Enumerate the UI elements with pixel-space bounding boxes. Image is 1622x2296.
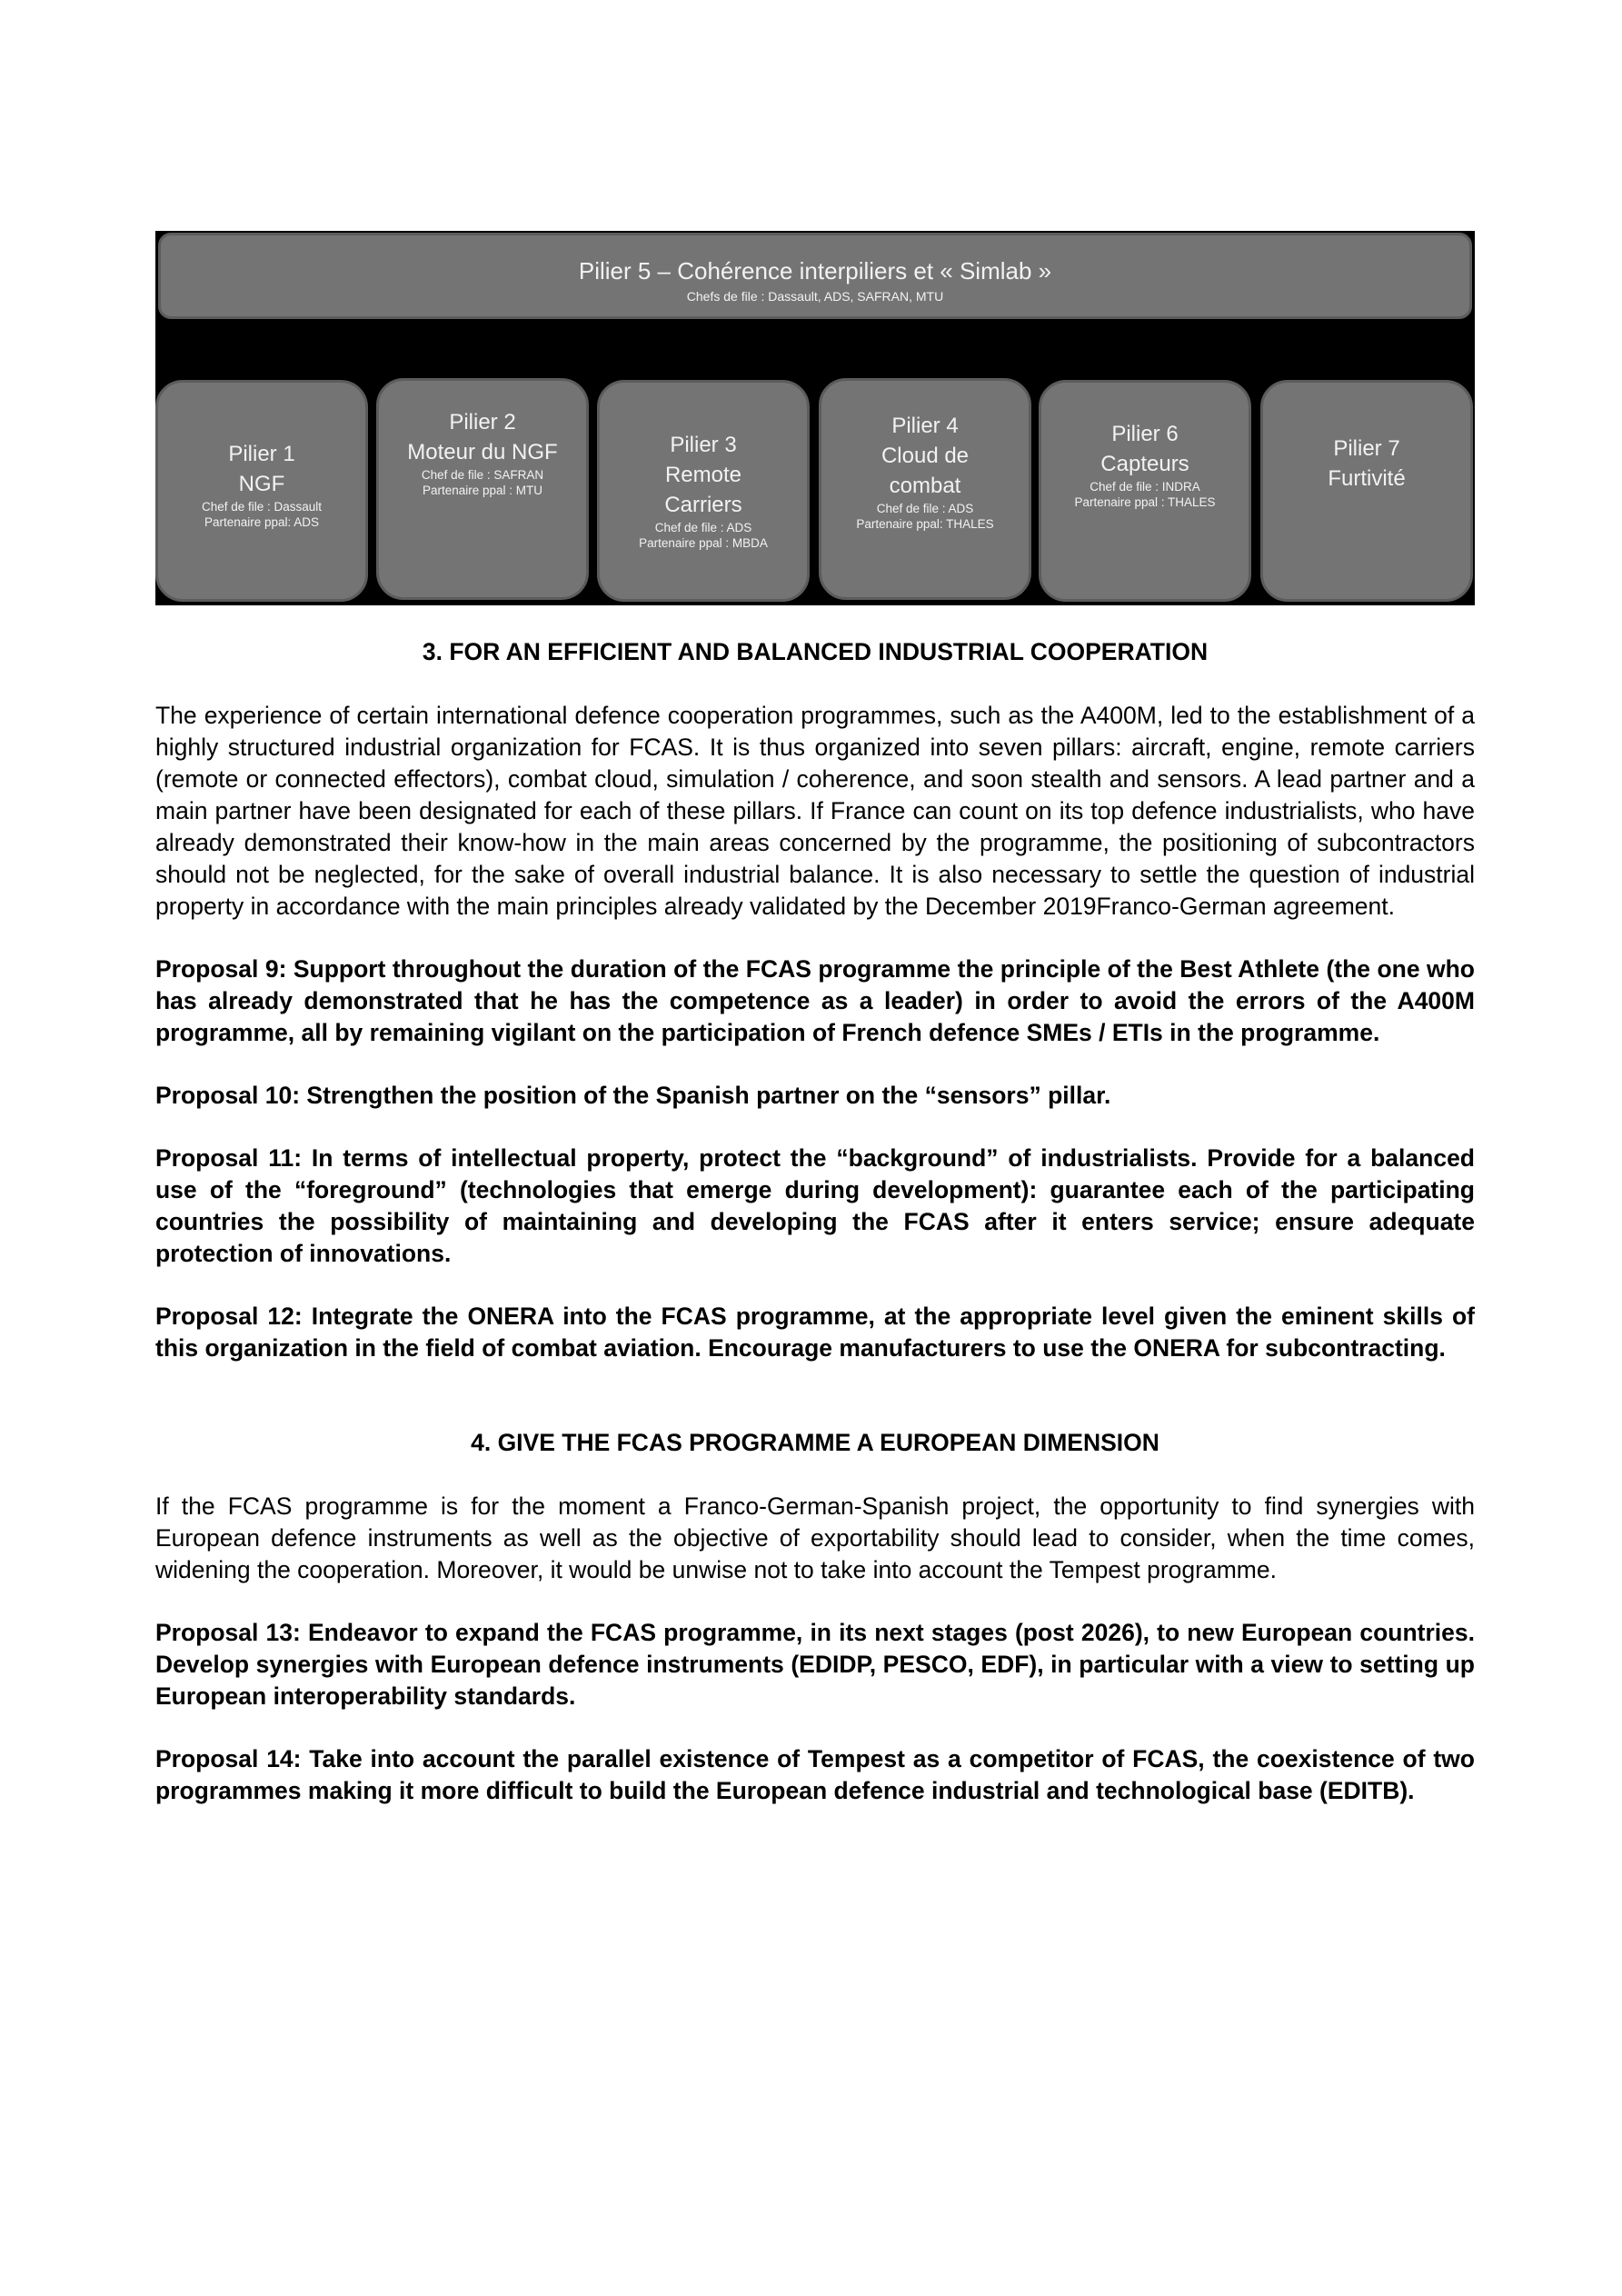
pillar-3-partner: Partenaire ppal : MBDA <box>639 535 768 550</box>
pillar-6-partner: Partenaire ppal : THALES <box>1074 495 1216 509</box>
pillar-6-lead: Chef de file : INDRA <box>1090 480 1200 494</box>
section-3-heading: 3. FOR AN EFFICIENT AND BALANCED INDUSTRIAL COOPERATION <box>422 638 1209 665</box>
pillar-1-label: Pilier 1 <box>228 442 295 466</box>
pillar-2-lead: Chef de file : SAFRAN <box>421 468 544 482</box>
pillar-3-label: Pilier 3 <box>670 432 737 457</box>
pillar-5-title: Pilier 5 – Cohérence interpiliers et « Simlab » <box>578 257 1052 285</box>
pillar-7-name: Furtivité <box>1328 466 1406 491</box>
pillar-5-banner <box>158 233 1472 319</box>
document-body <box>155 636 1475 1807</box>
pillar-1-partner: Partenaire ppal: ADS <box>204 515 320 529</box>
section-3-body: The experience of certain international defence cooperation programmes, such as the A400M, led to the establishment of a highly structured industrial organization for FCAS. It is thus organized into seven pillars: aircraft, engine, remote carriers (remote or connected effectors), combat cloud, simulation / coherence, and soon stealth and sensors. A lead partner and a main partner have been designated for each of these pillars. If France can count on its top defence industrialists, who have already demonstrated their know-how in the main areas concerned by the programme, the positioning of subcontractors should not be neglected, for the sake of overall industrial balance. It is also necessary to settle the question of industrial property in accordance with the main principles already validated by the December 2019Franco-German agreement. <box>155 702 1475 920</box>
proposal-14: Proposal 14: Take into account the parallel existence of Tempest as a competitor of FCAS, the coexistence of two programmes making it more difficult to build the European defence industrial and technological base (EDITB). <box>155 1745 1475 1804</box>
pillar-4-label: Pilier 4 <box>891 413 959 438</box>
pillar-3-box <box>597 380 810 602</box>
pillar-1-box <box>155 380 368 602</box>
pillar-1-name: NGF <box>238 472 285 496</box>
pillar-6-box <box>1039 380 1251 602</box>
pillar-4-box <box>819 378 1031 600</box>
pillar-7-box <box>1260 380 1473 602</box>
pillar-2-label: Pilier 2 <box>449 410 516 434</box>
pillar-3-name-line-2: Carriers <box>664 492 742 517</box>
proposal-11: Proposal 11: In terms of intellectual property, protect the “background” of industrialists. Provide for a balanced use of the “foreground” (technologies that emerge during development): guarantee each of the participating countries the possibility of maintaining and developing the FCAS after it enters service; ensure adequate protection of innovations. <box>155 1144 1475 1267</box>
section-4-heading: 4. GIVE THE FCAS PROGRAMME A EUROPEAN DIMENSION <box>471 1429 1159 1456</box>
pillar-4-name-line-1: Cloud de <box>881 443 970 468</box>
pillar-3-lead: Chef de file : ADS <box>654 520 752 534</box>
pillar-diagram <box>155 231 1475 605</box>
pillar-2-box <box>376 378 589 600</box>
proposal-12: Proposal 12: Integrate the ONERA into the FCAS programme, at the appropriate level given the eminent skills of this organization in the field of combat aviation. Encourage manufacturers to use the ONERA for subcontracting. <box>155 1303 1475 1362</box>
pillar-2-partner: Partenaire ppal : MTU <box>422 484 543 497</box>
pillar-4-lead: Chef de file : ADS <box>876 501 974 515</box>
pillar-2-name: Moteur du NGF <box>407 440 558 464</box>
pillar-5-leads: Chefs de file : Dassault, ADS, SAFRAN, MTU <box>686 289 944 304</box>
pillar-6-label: Pilier 6 <box>1111 422 1179 446</box>
proposal-10: Proposal 10: Strengthen the position of the Spanish partner on the “sensors” pillar. <box>155 1082 1111 1109</box>
pillar-3-name-line-1: Remote <box>664 462 742 487</box>
pillar-7-label: Pilier 7 <box>1333 436 1400 461</box>
pillar-1-lead: Chef de file : Dassault <box>201 500 323 514</box>
proposal-9: Proposal 9: Support throughout the duration of the FCAS programme the principle of the Best Athlete (the one who has already demonstrated that he has the competence as a leader) in order to avoid the errors of the A400M programme, all by remaining vigilant on the participation of French defence SMEs / ETIs in the programme. <box>155 955 1475 1046</box>
section-4-body: If the FCAS programme is for the moment a Franco-German-Spanish project, the opportunity to find synergies with European defence instruments as well as the objective of exportability should lead to consider, when the time comes, widening the cooperation. Moreover, it would be unwise not to take into account the Tempest programme. <box>155 1492 1475 1583</box>
pillar-4-partner: Partenaire ppal: THALES <box>856 516 994 531</box>
proposal-13: Proposal 13: Endeavor to expand the FCAS programme, in its next stages (post 2026), to new European countries. Develop synergies with European defence instruments (EDIDP, PESCO, EDF), in particular with a view to setting up European interoperability standards. <box>155 1619 1475 1710</box>
pillar-6-name: Capteurs <box>1100 452 1189 476</box>
pillar-4-name-line-2: combat <box>889 473 961 498</box>
